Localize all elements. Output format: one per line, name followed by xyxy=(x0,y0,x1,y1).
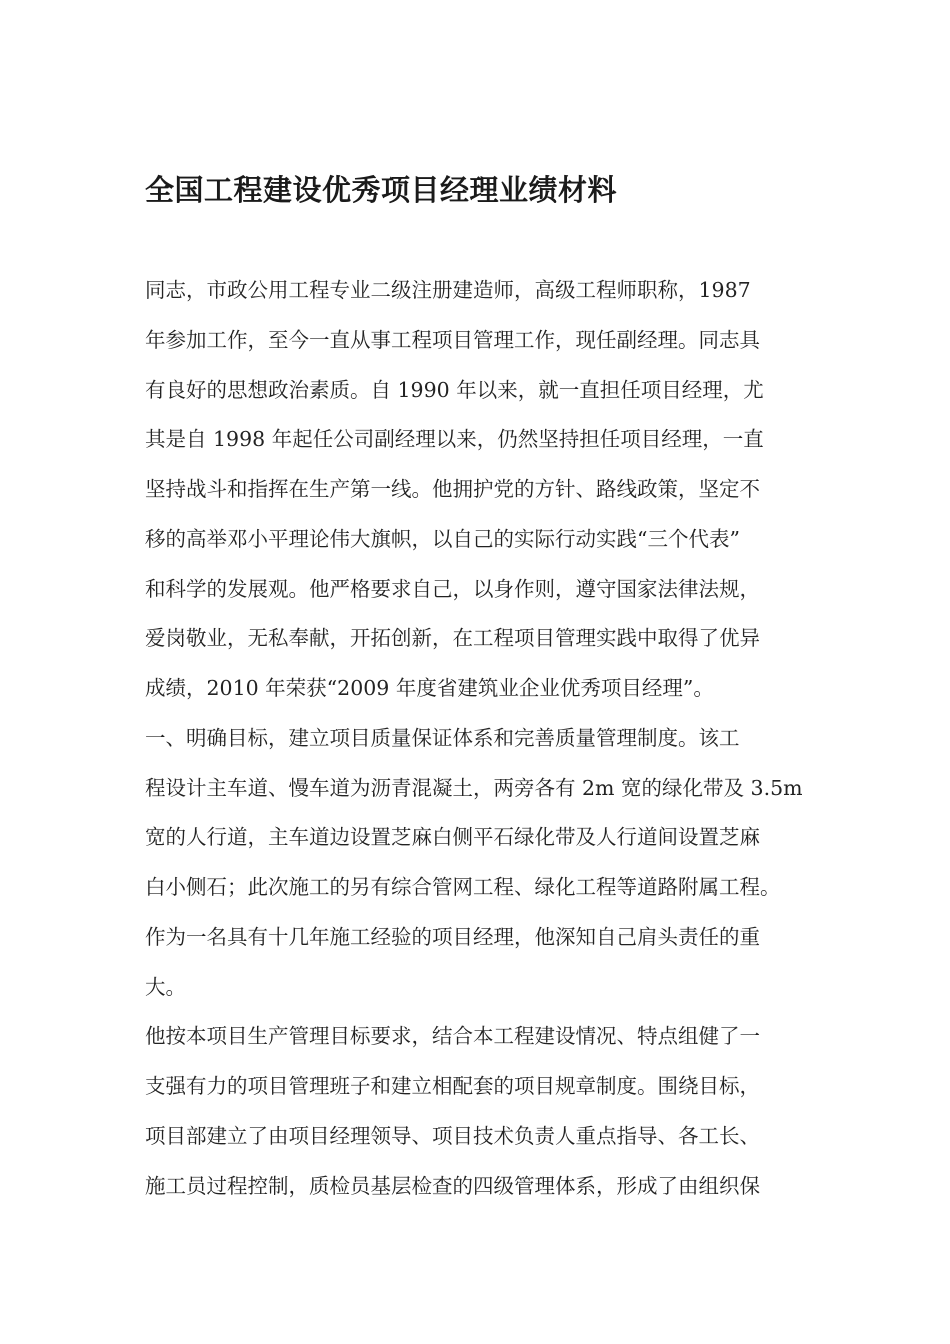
body-line: 项目部建立了由项目经理领导、项目技术负责人重点指导、各工长、 xyxy=(145,1123,760,1148)
body-line: 他按本项目生产管理目标要求，结合本工程建设情况、特点组健了一 xyxy=(145,1024,760,1049)
body-line: 白小侧石；此次施工的另有综合管网工程、绿化工程等道路附属工程。 xyxy=(145,875,781,899)
body-line: 有良好的思想政治素质。自 1990 年以来，就一直担任项目经理，尤 xyxy=(145,377,764,402)
body-line: 支强有力的项目管理班子和建立相配套的项目规章制度。围绕目标， xyxy=(145,1074,760,1098)
document-body xyxy=(145,266,815,1211)
body-line: 其是自 1998 年起任公司副经理以来，仍然坚持担任项目经理，一直 xyxy=(145,427,764,452)
body-line: 大。 xyxy=(145,974,186,999)
body-line: 同志，市政公用工程专业二级注册建造师，高级工程师职称，1987 xyxy=(145,278,751,302)
body-line: 施工员过程控制，质检员基层检查的四级管理体系，形成了由组织保 xyxy=(145,1173,760,1198)
document-title: 全国工程建设优秀项目经理业绩材料 xyxy=(145,173,618,207)
body-line: 爱岗敬业，无私奉献，开拓创新，在工程项目管理实践中取得了优异 xyxy=(145,626,760,651)
body-line: 移的高举邓小平理论伟大旗帜，以自己的实际行动实践“三个代表” xyxy=(145,526,740,551)
body-line: 一、明确目标，建立项目质量保证体系和完善质量管理制度。该工 xyxy=(145,725,740,750)
body-line: 宽的人行道，主车道边设置芝麻白侧平石绿化带及人行道间设置芝麻 xyxy=(145,825,760,850)
body-line: 坚持战斗和指挥在生产第一线。他拥护党的方针、路线政策，坚定不 xyxy=(145,477,760,501)
body-line: 和科学的发展观。他严格要求自己，以身作则，遵守国家法律法规， xyxy=(145,576,760,601)
body-line: 年参加工作，至今一直从事工程项目管理工作，现任副经理。同志具 xyxy=(145,327,760,352)
body-line: 程设计主车道、慢车道为沥青混凝土，两旁各有 2m 宽的绿化带及 3.5m xyxy=(145,775,803,800)
body-line: 成绩，2010 年荣获“2009 年度省建筑业企业优秀项目经理”。 xyxy=(145,676,714,700)
body-line: 作为一名具有十几年施工经验的项目经理，他深知自己肩头责任的重 xyxy=(145,924,760,949)
